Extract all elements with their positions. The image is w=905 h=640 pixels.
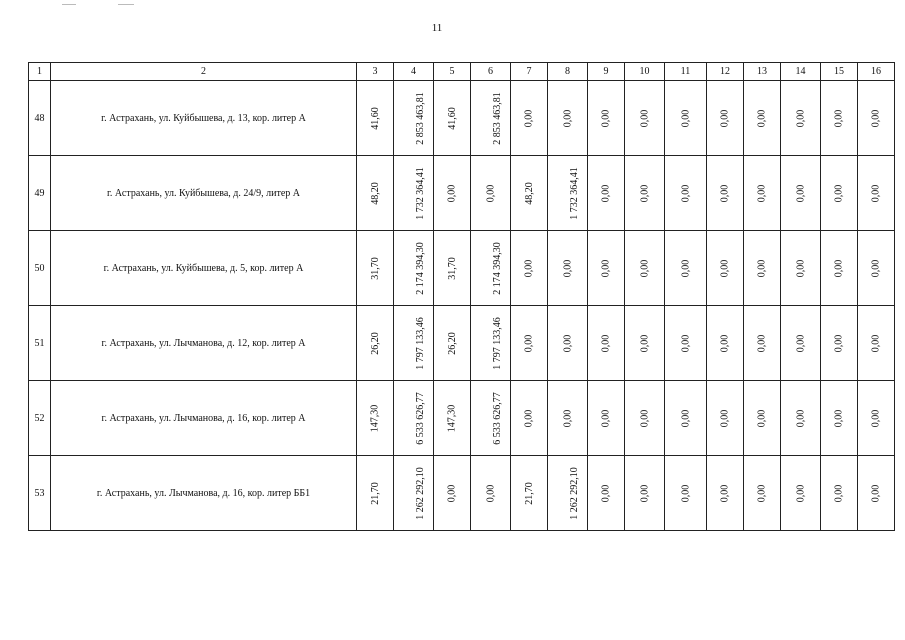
value-cell: [625, 156, 665, 231]
value-cell: [394, 81, 434, 156]
value-cell: [821, 156, 858, 231]
value-cell: [781, 381, 821, 456]
value-cell: [511, 156, 548, 231]
value-cell: [357, 156, 394, 231]
value-cell: [858, 456, 895, 531]
value-text: 0,00: [870, 259, 882, 277]
value-text: 0,00: [756, 409, 768, 427]
value-cell: [394, 156, 434, 231]
value-cell: [665, 456, 707, 531]
column-header-7: 7: [511, 63, 548, 81]
value-text: 147,30: [369, 404, 381, 432]
value-cell: [434, 306, 471, 381]
value-text: 0,00: [485, 184, 496, 202]
value-text: 26,20: [369, 331, 381, 355]
value-text: 6 533 626,77: [414, 391, 426, 445]
value-cell: [665, 381, 707, 456]
value-text: 0,00: [562, 109, 573, 127]
value-cell: [548, 306, 588, 381]
value-text: 0,00: [523, 334, 535, 352]
value-cell: [858, 381, 895, 456]
value-text: 0,00: [639, 109, 650, 127]
value-text: 0,00: [833, 109, 845, 127]
value-text: 0,00: [600, 409, 612, 427]
value-cell: [394, 456, 434, 531]
column-header-12: 12: [707, 63, 744, 81]
address-cell: г. Астрахань, ул. Куйбышева, д. 24/9, литер А: [51, 156, 357, 231]
row-number: 53: [29, 456, 51, 531]
value-text: 0,00: [719, 484, 731, 502]
value-text: 0,00: [719, 109, 731, 127]
value-text: 0,00: [639, 259, 650, 277]
value-text: 0,00: [523, 409, 535, 427]
value-text: 1 797 133,46: [491, 316, 503, 370]
value-text: 0,00: [833, 259, 845, 277]
register-table: [28, 62, 895, 531]
column-header-2: 2: [51, 63, 357, 81]
value-cell: [665, 306, 707, 381]
column-header-8: 8: [548, 63, 588, 81]
value-cell: [744, 81, 781, 156]
value-text: 0,00: [756, 334, 768, 352]
value-text: 0,00: [795, 184, 806, 202]
value-text: 0,00: [680, 334, 691, 352]
value-text: 26,20: [446, 331, 458, 355]
value-cell: [471, 306, 511, 381]
value-cell: [781, 306, 821, 381]
value-cell: [781, 156, 821, 231]
column-header-16: 16: [858, 63, 895, 81]
value-cell: [548, 231, 588, 306]
value-text: 0,00: [833, 184, 845, 202]
value-cell: [588, 306, 625, 381]
value-text: 21,70: [369, 481, 381, 505]
value-text: 0,00: [795, 259, 806, 277]
value-cell: [858, 306, 895, 381]
value-text: 0,00: [446, 484, 458, 502]
value-cell: [744, 456, 781, 531]
value-text: 2 174 394,30: [491, 241, 503, 295]
value-cell: [821, 381, 858, 456]
value-cell: [625, 381, 665, 456]
value-text: 0,00: [795, 334, 806, 352]
value-text: 0,00: [680, 409, 691, 427]
value-cell: [588, 156, 625, 231]
value-cell: [548, 156, 588, 231]
column-header-5: 5: [434, 63, 471, 81]
value-cell: [821, 456, 858, 531]
value-text: 0,00: [562, 334, 573, 352]
value-cell: [821, 231, 858, 306]
header-row: [29, 63, 895, 81]
table-row: [29, 381, 895, 456]
value-cell: [357, 381, 394, 456]
value-text: 31,70: [446, 256, 458, 280]
scan-mark: [62, 4, 76, 5]
value-text: 0,00: [600, 184, 612, 202]
value-cell: [707, 156, 744, 231]
value-cell: [357, 456, 394, 531]
value-text: 0,00: [870, 409, 882, 427]
value-text: 41,60: [446, 106, 458, 130]
value-cell: [744, 231, 781, 306]
value-cell: [821, 306, 858, 381]
value-text: 31,70: [369, 256, 381, 280]
value-cell: [858, 231, 895, 306]
value-text: 0,00: [600, 484, 612, 502]
value-cell: [707, 231, 744, 306]
value-text: 0,00: [680, 484, 691, 502]
value-cell: [471, 381, 511, 456]
table-row: [29, 81, 895, 156]
value-cell: [744, 156, 781, 231]
row-number: 50: [29, 231, 51, 306]
value-cell: [858, 81, 895, 156]
value-text: 0,00: [719, 259, 731, 277]
value-cell: [394, 231, 434, 306]
value-text: 1 262 292,10: [568, 466, 580, 520]
value-text: 0,00: [485, 484, 496, 502]
value-text: 2 174 394,30: [414, 241, 426, 295]
value-cell: [707, 456, 744, 531]
table-row: [29, 231, 895, 306]
address-cell: г. Астрахань, ул. Куйбышева, д. 5, кор. литер А: [51, 231, 357, 306]
value-text: 0,00: [600, 109, 612, 127]
value-cell: [781, 456, 821, 531]
value-text: 0,00: [562, 259, 573, 277]
column-header-3: 3: [357, 63, 394, 81]
value-text: 0,00: [833, 409, 845, 427]
value-text: 0,00: [562, 409, 573, 427]
value-text: 1 797 133,46: [414, 316, 426, 370]
value-cell: [744, 306, 781, 381]
value-text: 0,00: [795, 484, 806, 502]
table-row: [29, 306, 895, 381]
value-cell: [665, 81, 707, 156]
address-cell: г. Астрахань, ул. Лычманова, д. 16, кор. литер ББ1: [51, 456, 357, 531]
value-text: 0,00: [639, 334, 650, 352]
value-text: 0,00: [870, 484, 882, 502]
value-text: 0,00: [600, 259, 612, 277]
value-text: 0,00: [719, 334, 731, 352]
value-cell: [511, 306, 548, 381]
value-text: 0,00: [870, 334, 882, 352]
value-text: 0,00: [446, 184, 458, 202]
column-header-11: 11: [665, 63, 707, 81]
value-cell: [471, 156, 511, 231]
value-cell: [588, 381, 625, 456]
value-text: 0,00: [756, 109, 768, 127]
value-text: 0,00: [833, 334, 845, 352]
value-cell: [625, 81, 665, 156]
value-cell: [394, 381, 434, 456]
value-text: 0,00: [833, 484, 845, 502]
value-cell: [434, 81, 471, 156]
value-cell: [781, 231, 821, 306]
value-cell: [471, 231, 511, 306]
address-cell: г. Астрахань, ул. Лычманова, д. 12, кор. литер А: [51, 306, 357, 381]
value-text: 6 533 626,77: [491, 391, 503, 445]
row-number: 49: [29, 156, 51, 231]
value-cell: [471, 81, 511, 156]
value-cell: [548, 81, 588, 156]
value-text: 0,00: [600, 334, 612, 352]
value-cell: [588, 81, 625, 156]
value-text: 41,60: [369, 106, 381, 130]
column-header-10: 10: [625, 63, 665, 81]
column-header-13: 13: [744, 63, 781, 81]
value-cell: [665, 231, 707, 306]
value-text: 0,00: [639, 484, 650, 502]
value-cell: [588, 231, 625, 306]
table-body: [29, 81, 895, 531]
value-cell: [665, 156, 707, 231]
value-cell: [588, 456, 625, 531]
row-number: 52: [29, 381, 51, 456]
value-cell: [511, 231, 548, 306]
value-text: 1 262 292,10: [414, 466, 426, 520]
column-header-14: 14: [781, 63, 821, 81]
value-cell: [707, 306, 744, 381]
table-row: [29, 456, 895, 531]
value-text: 0,00: [719, 409, 731, 427]
value-text: 0,00: [756, 184, 768, 202]
column-header-1: 1: [29, 63, 51, 81]
value-cell: [511, 456, 548, 531]
column-header-6: 6: [471, 63, 511, 81]
value-cell: [821, 81, 858, 156]
value-cell: [625, 231, 665, 306]
value-text: 48,20: [523, 181, 535, 205]
value-cell: [434, 381, 471, 456]
value-cell: [744, 381, 781, 456]
value-cell: [434, 456, 471, 531]
value-text: 0,00: [756, 484, 768, 502]
value-text: 1 732 364,41: [568, 166, 580, 220]
column-header-15: 15: [821, 63, 858, 81]
value-cell: [625, 306, 665, 381]
value-text: 0,00: [680, 184, 691, 202]
value-cell: [394, 306, 434, 381]
column-header-9: 9: [588, 63, 625, 81]
value-cell: [471, 456, 511, 531]
value-cell: [858, 156, 895, 231]
value-text: 0,00: [680, 259, 691, 277]
row-number: 51: [29, 306, 51, 381]
value-cell: [511, 381, 548, 456]
value-cell: [357, 81, 394, 156]
value-text: 0,00: [870, 109, 882, 127]
address-cell: г. Астрахань, ул. Куйбышева, д. 13, кор. литер А: [51, 81, 357, 156]
value-text: 0,00: [523, 259, 535, 277]
column-header-4: 4: [394, 63, 434, 81]
value-text: 0,00: [795, 109, 806, 127]
value-cell: [781, 81, 821, 156]
value-cell: [511, 81, 548, 156]
value-cell: [357, 306, 394, 381]
value-cell: [357, 231, 394, 306]
value-cell: [434, 156, 471, 231]
value-text: 2 853 463,81: [414, 91, 426, 145]
value-text: 21,70: [523, 481, 535, 505]
value-cell: [707, 381, 744, 456]
value-cell: [548, 456, 588, 531]
value-text: 0,00: [870, 184, 882, 202]
row-number: 48: [29, 81, 51, 156]
value-text: 0,00: [756, 259, 768, 277]
value-text: 0,00: [523, 109, 535, 127]
value-cell: [434, 231, 471, 306]
value-text: 147,30: [446, 404, 458, 432]
table-row: [29, 156, 895, 231]
page-number: 11: [431, 22, 443, 34]
address-cell: г. Астрахань, ул. Лычманова, д. 16, кор. литер А: [51, 381, 357, 456]
value-text: 0,00: [680, 109, 691, 127]
value-cell: [548, 381, 588, 456]
value-text: 0,00: [639, 409, 650, 427]
value-text: 0,00: [639, 184, 650, 202]
value-cell: [707, 81, 744, 156]
value-text: 48,20: [369, 181, 381, 205]
value-text: 0,00: [795, 409, 806, 427]
value-text: 0,00: [719, 184, 731, 202]
value-text: 1 732 364,41: [414, 166, 426, 220]
value-text: 2 853 463,81: [491, 91, 503, 145]
value-cell: [625, 456, 665, 531]
scan-mark: [118, 4, 134, 5]
